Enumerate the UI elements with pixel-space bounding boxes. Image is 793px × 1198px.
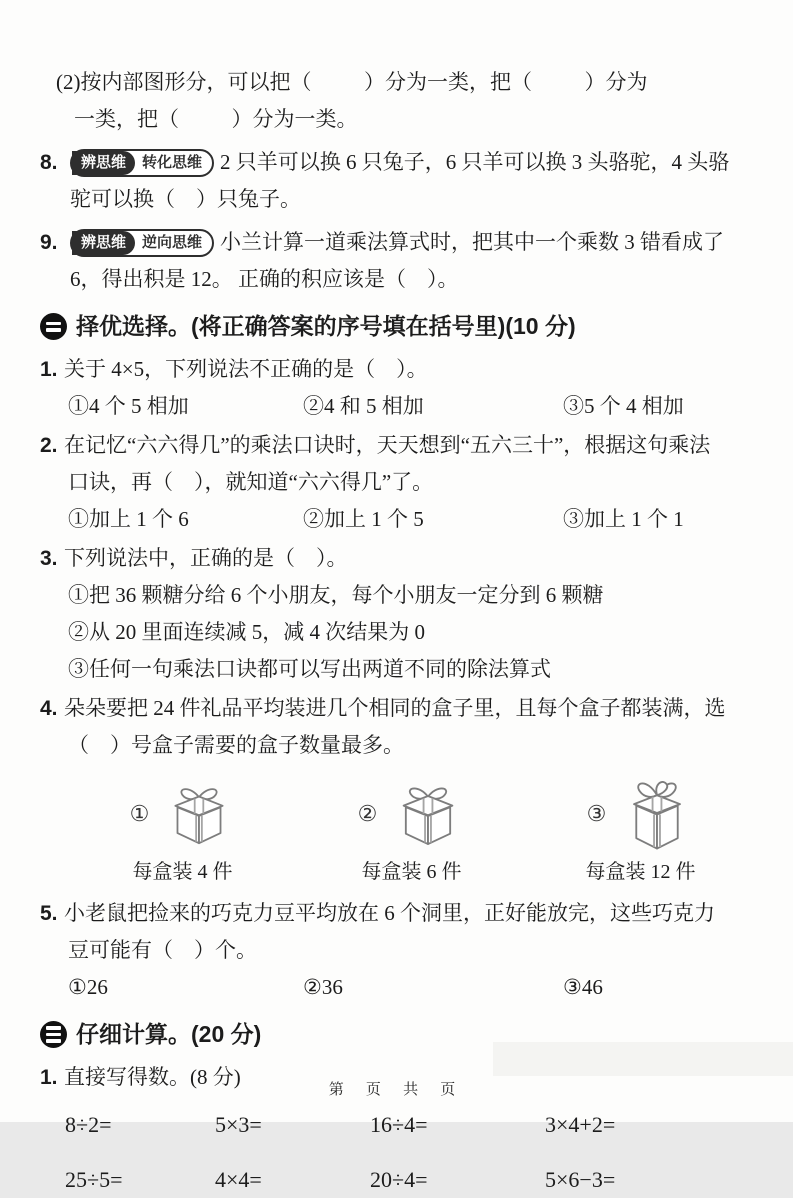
badge-think-label: 辨思维 bbox=[72, 151, 135, 175]
math-expression: 16÷4= bbox=[370, 1112, 428, 1137]
choice-q5-option-1: ①26 bbox=[68, 975, 108, 999]
choice-q4-number: 4. bbox=[40, 697, 58, 720]
gift-box-label: 每盒装 6 件 bbox=[361, 861, 462, 883]
badge-method-label: 转化思维 bbox=[142, 153, 203, 171]
choice-question-4 bbox=[40, 690, 755, 891]
choice-q1-number: 1. bbox=[40, 358, 58, 381]
question-8 bbox=[40, 144, 755, 218]
choice-q1-option-2: ②4 和 5 相加 bbox=[303, 394, 424, 418]
choice-q5-option-2: ②36 bbox=[303, 975, 343, 999]
choice-question-1 bbox=[40, 351, 755, 425]
choice-q2-line1: 在记忆“六六得几”的乘法口诀时，天天想到“五六三十”，根据这句乘法 bbox=[64, 433, 711, 457]
badge-think-label: 辨思维 bbox=[72, 231, 135, 255]
gift-box-option-1 bbox=[68, 774, 297, 891]
math-expression: 8÷2= bbox=[65, 1112, 112, 1137]
choice-q3-option-1: ①把 36 颗糖分给 6 个小朋友，每个小朋友一定分到 6 颗糖 bbox=[68, 583, 604, 607]
choice-q3-number: 3. bbox=[40, 547, 58, 570]
choice-q4-line1: 朵朵要把 24 件礼品平均装进几个相同的盒子里，且每个盒子都装满，选 bbox=[64, 696, 726, 720]
subquestion-2-line1: (2)按内部图形分，可以把（ ）分为一类，把（ ）分为 bbox=[56, 70, 648, 94]
choice-q3-option-2: ②从 20 里面连续减 5，减 4 次结果为 0 bbox=[68, 620, 425, 644]
question-8-number: 8. bbox=[40, 151, 58, 174]
circled-number: ① bbox=[129, 800, 150, 826]
math-expression: 3×4+2= bbox=[545, 1112, 616, 1137]
calc-q1-number: 1. bbox=[40, 1066, 58, 1089]
choice-q1-text: 关于 4×5，下列说法不正确的是（ ）。 bbox=[64, 357, 428, 381]
math-expression: 5×3= bbox=[215, 1112, 262, 1137]
section-calc-title: 仔细计算。(20 分) bbox=[76, 1021, 262, 1047]
choice-question-2 bbox=[40, 427, 755, 538]
circled-number: ② bbox=[357, 800, 378, 826]
thinking-badge bbox=[70, 149, 214, 177]
fill-in-subquestion-2 bbox=[56, 64, 755, 138]
gift-box-icon bbox=[163, 780, 235, 846]
choice-q2-number: 2. bbox=[40, 434, 58, 457]
choice-q2-option-3: ③加上 1 个 1 bbox=[563, 507, 684, 531]
thinking-badge bbox=[70, 229, 214, 257]
question-9 bbox=[40, 224, 755, 298]
choice-q5-number: 5. bbox=[40, 902, 58, 925]
choice-q5-option-3: ③46 bbox=[563, 975, 603, 999]
choice-question-5 bbox=[40, 895, 755, 1006]
gift-box-label: 每盒装 12 件 bbox=[585, 861, 696, 883]
gift-box-icon bbox=[620, 773, 694, 853]
choice-q1-option-3: ③5 个 4 相加 bbox=[563, 394, 684, 418]
question-9-line2: 6，得出积是 12。 正确的积应该是（ ）。 bbox=[70, 267, 459, 291]
calc-q1-text: 直接写得数。(8 分) bbox=[64, 1065, 241, 1089]
mental-math-grid bbox=[65, 1106, 755, 1198]
math-expression: 25÷5= bbox=[65, 1167, 123, 1192]
page-footer: 第 页 共 页 bbox=[328, 1081, 465, 1098]
choice-question-3 bbox=[40, 540, 755, 688]
choice-q2-option-1: ①加上 1 个 6 bbox=[68, 507, 189, 531]
question-8-line2: 驼可以换（ ）只兔子。 bbox=[70, 187, 301, 211]
gift-box-option-2 bbox=[297, 774, 526, 891]
section-choice-title: 择优选择。(将正确答案的序号填在括号里)(10 分) bbox=[76, 313, 576, 339]
gift-box-icon bbox=[391, 779, 465, 847]
choice-q2-line2: 口诀，再（ ），就知道“六六得几”了。 bbox=[68, 470, 434, 494]
gift-box-option-3 bbox=[526, 774, 755, 891]
choice-q3-text: 下列说法中，正确的是（ ）。 bbox=[64, 546, 348, 570]
gift-box-label: 每盒装 4 件 bbox=[132, 861, 233, 883]
circled-number: ③ bbox=[586, 800, 607, 826]
choice-q5-line1: 小老鼠把捡来的巧克力豆平均放在 6 个洞里，正好能放完，这些巧克力 bbox=[64, 901, 715, 925]
math-expression: 4×4= bbox=[215, 1167, 262, 1192]
question-9-line1: 小兰计算一道乘法算式时，把其中一个乘数 3 错看成了 bbox=[220, 230, 725, 254]
choice-q4-line2: （ ）号盒子需要的盒子数量最多。 bbox=[68, 733, 404, 757]
choice-q2-option-2: ②加上 1 个 5 bbox=[303, 507, 424, 531]
question-8-line1: 2 只羊可以换 6 只兔子，6 只羊可以换 3 头骆驼，4 头骆 bbox=[220, 150, 730, 174]
section-choice-header bbox=[40, 308, 755, 345]
gift-box-options bbox=[68, 774, 755, 891]
math-expression: 5×6−3= bbox=[545, 1167, 616, 1192]
badge-method-label: 逆向思维 bbox=[142, 233, 203, 251]
math-expression: 20÷4= bbox=[370, 1167, 428, 1192]
section-three-icon bbox=[40, 1021, 67, 1048]
question-9-number: 9. bbox=[40, 231, 58, 254]
section-two-icon bbox=[40, 313, 67, 340]
subquestion-2-line2: 一类，把（ ）分为一类。 bbox=[74, 107, 358, 131]
choice-q1-option-1: ①4 个 5 相加 bbox=[68, 394, 189, 418]
choice-q5-line2: 豆可能有（ ）个。 bbox=[68, 938, 257, 962]
choice-q3-option-3: ③任何一句乘法口诀都可以写出两道不同的除法算式 bbox=[68, 657, 551, 681]
